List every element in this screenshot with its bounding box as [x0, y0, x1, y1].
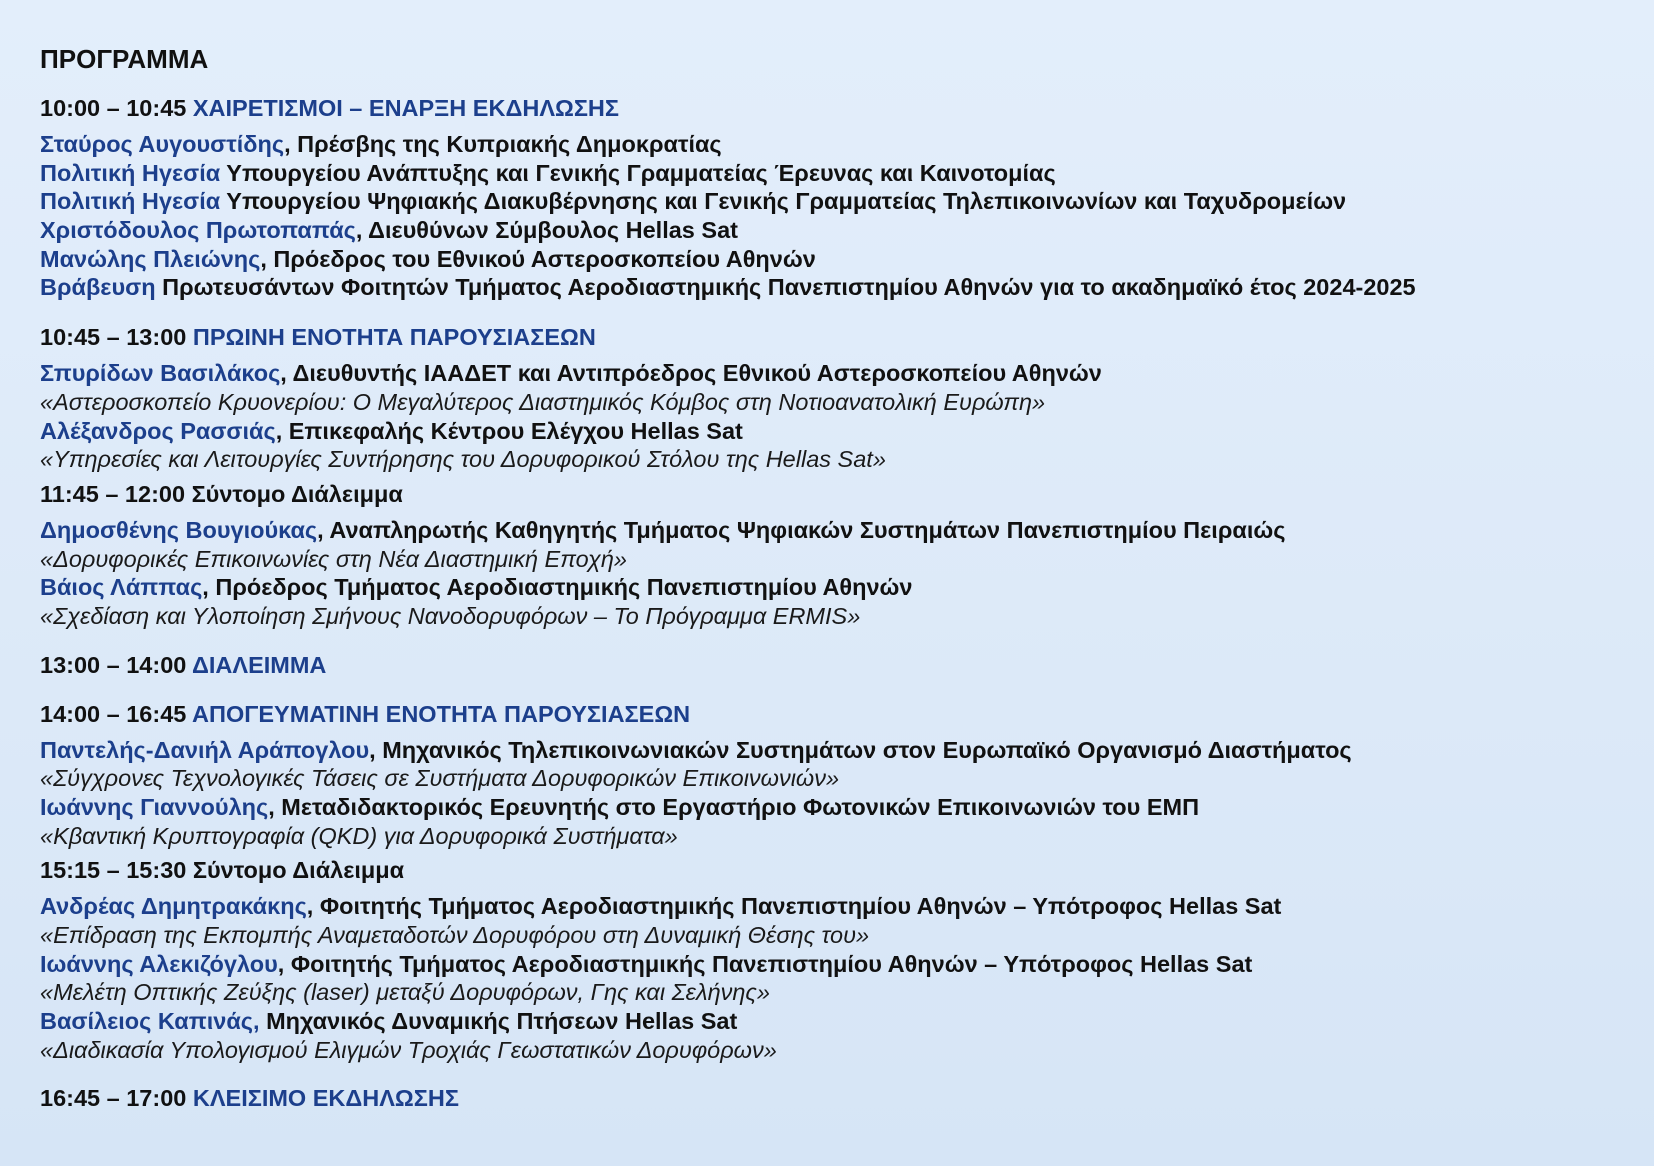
page-title: ΠΡΟΓΡΑΜΜΑ — [40, 44, 209, 74]
talk-title: «Μελέτη Οπτικής Ζεύξης (laser) μεταξύ Δορυφόρων, Γης και Σελήνης» — [40, 979, 770, 1006]
talk-title: «Σύγχρονες Τεχνολογικές Τάσεις σε Συστήματα Δορυφορικών Επικοινωνιών» — [40, 765, 840, 792]
list-item — [40, 187, 1654, 216]
list-item — [40, 892, 1654, 921]
speaker-name: Σταύρος Αυγουστίδης — [40, 131, 285, 157]
speaker-role: , Πρόεδρος του Εθνικού Αστεροσκοπείου Αθηνών — [260, 245, 816, 272]
list-item — [40, 216, 1654, 245]
section-time: 13:00 – 14:00 — [40, 651, 187, 678]
speaker-name: Πολιτική Ηγεσία — [40, 159, 221, 186]
speaker-name: Χριστόδουλος Πρωτοπαπάς — [40, 217, 356, 244]
speaker-name: Ιωάννης Αλεκιζόγλου — [40, 950, 278, 977]
section-time: 10:00 – 10:45 — [40, 95, 187, 121]
speaker-role: Υπουργείου Ψηφιακής Διακυβέρνησης και Γενικής Γραμματείας Τηλεπικοινωνίων και Ταχυδρομείων — [220, 188, 1347, 215]
short-break: 11:45 – 12:00 Σύντομο Διάλειμμα — [40, 480, 403, 507]
speaker-role: Υπουργείου Ανάπτυξης και Γενικής Γραμματείας Έρευνας και Καινοτομίας — [220, 159, 1056, 186]
award-label: Βράβευση — [40, 274, 156, 301]
speaker-name: Βασίλειος Καπινάς, — [40, 1008, 260, 1035]
speaker-name: Αλέξανδρος Ρασσιάς — [40, 417, 276, 444]
speaker-name: Σπυρίδων Βασιλάκος — [40, 360, 281, 387]
talk-title: «Σχεδίαση και Υλοποίηση Σμήνους Νανοδορυφόρων – Το Πρόγραμμα ERMIS» — [40, 602, 861, 629]
section-header-closing — [40, 1084, 1654, 1112]
list-item — [40, 573, 1654, 602]
speaker-role: Μηχανικός Δυναμικής Πτήσεων Hellas Sat — [259, 1008, 738, 1035]
list-item — [40, 130, 1654, 159]
speaker-role: , Μηχανικός Τηλεπικοινωνιακών Συστημάτων στον Ευρωπαϊκό Οργανισμό Διαστήματος — [369, 736, 1352, 763]
speaker-name: Ανδρέας Δημητρακάκης — [40, 893, 307, 920]
speaker-name: Δημοσθένης Βουγιούκας — [40, 516, 318, 543]
section-header-lunch-break — [40, 651, 1654, 679]
talk-title: «Αστεροσκοπείο Κρυονερίου: Ο Μεγαλύτερος Διαστημικός Κόμβος στη Νοτιοανατολική Ευρώπη» — [40, 388, 1046, 415]
speaker-role: , Διευθυντής ΙΑΑΔΕΤ και Αντιπρόεδρος Εθνικού Αστεροσκοπείου Αθηνών — [280, 360, 1102, 387]
speaker-role: , Πρέσβης της Κυπριακής Δημοκρατίας — [284, 131, 722, 157]
list-item — [40, 793, 1654, 822]
talk-title: «Διαδικασία Υπολογισμού Ελιγμών Τροχιάς Γεωστατικών Δορυφόρων» — [40, 1036, 777, 1063]
list-item — [40, 273, 1654, 302]
list-item — [40, 417, 1654, 446]
speaker-name: Ιωάννης Γιαννούλης — [40, 794, 269, 820]
section-label: ΔΙΑΛΕΙΜΜΑ — [192, 651, 327, 678]
speaker-role: , Φοιτητής Τμήματος Αεροδιαστημικής Πανεπιστημίου Αθηνών – Υπότροφος Hellas Sat — [277, 950, 1253, 977]
speaker-role: , Φοιτητής Τμήματος Αεροδιαστημικής Πανεπιστημίου Αθηνών – Υπότροφος Hellas Sat — [306, 893, 1282, 920]
list-item — [40, 159, 1654, 188]
speaker-name: Μανώλης Πλειώνης — [40, 245, 261, 272]
section-header-opening — [40, 94, 1654, 122]
speaker-role: , Αναπληρωτής Καθηγητής Τμήματος Ψηφιακών Συστημάτων Πανεπιστημίου Πειραιώς — [317, 516, 1286, 543]
speaker-role: , Μεταδιδακτορικός Ερευνητής στο Εργαστήριο Φωτονικών Επικοινωνιών του ΕΜΠ — [268, 794, 1200, 820]
list-item — [40, 245, 1654, 274]
short-break: 15:15 – 15:30 Σύντομο Διάλειμμα — [40, 857, 405, 884]
section-header-afternoon — [40, 700, 1654, 728]
speaker-name: Πολιτική Ηγεσία — [40, 188, 221, 215]
speaker-role: , Πρόεδρος Τμήματος Αεροδιαστημικής Πανεπιστημίου Αθηνών — [202, 574, 913, 601]
section-time: 10:45 – 13:00 — [40, 324, 187, 351]
talk-title: «Κβαντική Κρυπτογραφία (QKD) για Δορυφορικά Συστήματα» — [40, 822, 678, 849]
list-item — [40, 736, 1654, 765]
list-item — [40, 950, 1654, 979]
section-label: ΧΑΙΡΕΤΙΣΜΟΙ – ΕΝΑΡΞΗ ΕΚΔΗΛΩΣΗΣ — [192, 95, 620, 121]
list-item — [40, 516, 1654, 545]
award-description: Πρωτευσάντων Φοιτητών Τμήματος Αεροδιαστημικής Πανεπιστημίου Αθηνών για το ακαδημαϊκό έτος 2024-2025 — [155, 274, 1416, 301]
section-time: 14:00 – 16:45 — [40, 700, 187, 727]
section-header-morning — [40, 323, 1654, 351]
section-label: ΠΡΩΙΝΗ ΕΝΟΤΗΤΑ ΠΑΡΟΥΣΙΑΣΕΩΝ — [192, 324, 596, 351]
speaker-name: Παντελής-Δανιήλ Αράπογλου — [40, 736, 370, 763]
section-label: ΚΛΕΙΣΙΜΟ ΕΚΔΗΛΩΣΗΣ — [192, 1084, 459, 1111]
section-time: 16:45 – 17:00 — [40, 1084, 187, 1111]
list-item — [40, 359, 1654, 388]
section-label: ΑΠΟΓΕΥΜΑΤΙΝΗ ΕΝΟΤΗΤΑ ΠΑΡΟΥΣΙΑΣΕΩΝ — [192, 700, 691, 727]
talk-title: «Υπηρεσίες και Λειτουργίες Συντήρησης του Δορυφορικού Στόλου της Hellas Sat» — [40, 446, 886, 473]
talk-title: «Επίδραση της Εκπομπής Αναμεταδοτών Δορυφόρου στη Δυναμική Θέσης του» — [40, 922, 870, 949]
speaker-role: , Διευθύνων Σύμβουλος Hellas Sat — [355, 217, 738, 244]
list-item — [40, 1007, 1654, 1036]
speaker-name: Βάιος Λάππας — [40, 574, 203, 601]
speaker-role: , Επικεφαλής Κέντρου Ελέγχου Hellas Sat — [275, 417, 743, 444]
talk-title: «Δορυφορικές Επικοινωνίες στη Νέα Διαστημική Εποχή» — [40, 545, 627, 572]
